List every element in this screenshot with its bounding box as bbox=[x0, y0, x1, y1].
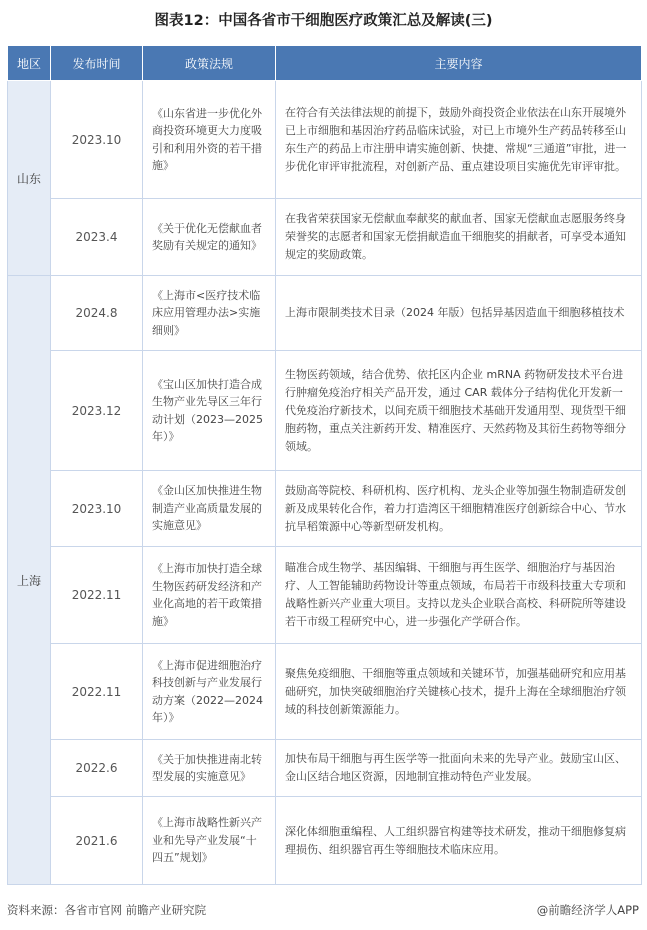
table-row bbox=[8, 797, 642, 885]
content-cell: 在我省荣获国家无偿献血奉献奖的献血者、国家无偿献血志愿服务终身荣誉奖的志愿者和国家无偿捐献造血干细胞奖的捐献者，可享受本通知规定的奖励政策。 bbox=[276, 199, 642, 276]
table-row bbox=[8, 81, 642, 199]
header-policy: 政策法规 bbox=[143, 46, 276, 81]
date-cell: 2023.12 bbox=[51, 351, 143, 471]
policy-cell: 《金山区加快推进生物制造产业高质量发展的实施意见》 bbox=[143, 471, 276, 547]
date-cell: 2023.10 bbox=[51, 471, 143, 547]
header-content: 主要内容 bbox=[276, 46, 642, 81]
header-date: 发布时间 bbox=[51, 46, 143, 81]
policy-cell: 《上海市<医疗技术临床应用管理办法>实施细则》 bbox=[143, 276, 276, 351]
brand-credit: @前瞻经济学人APP bbox=[536, 903, 639, 917]
date-cell: 2022.6 bbox=[51, 740, 143, 797]
policy-table bbox=[7, 45, 642, 885]
content-cell: 鼓励高等院校、科研机构、医疗机构、龙头企业等加强生物制造研发创新及成果转化合作，着力打造湾区干细胞精准医疗创新综合中心、节水抗旱稻策源中心等新型研发机构。 bbox=[276, 471, 642, 547]
content-cell: 生物医药领域，结合优势、依托区内企业 mRNA 药物研发技术平台进行肿瘤免疫治疗相关产品开发，通过 CAR 载体分子结构优化开发新一代免疫治疗新技术，以间充质干细胞技术基础开发通用型、现货型干细胞药物，重点关注新药开发、精准医疗、天然药物及其衍生药物等细分领域。 bbox=[276, 351, 642, 471]
table-row bbox=[8, 740, 642, 797]
content-cell: 上海市限制类技术目录（2024 年版）包括异基因造血干细胞移植技术 bbox=[276, 276, 642, 351]
policy-cell: 《宝山区加快打造合成生物产业先导区三年行动计划（2023—2025年）》 bbox=[143, 351, 276, 471]
source-note: 资料来源：各省市官网 前瞻产业研究院 bbox=[7, 903, 207, 917]
policy-cell: 《上海市战略性新兴产业和先导产业发展“十四五”规划》 bbox=[143, 797, 276, 885]
table-row bbox=[8, 351, 642, 471]
chart-title: 图表12：中国各省市干细胞医疗政策汇总及解读(三) bbox=[154, 13, 493, 29]
policy-cell: 《上海市促进细胞治疗科技创新与产业发展行动方案（2022—2024年）》 bbox=[143, 644, 276, 740]
date-cell: 2022.11 bbox=[51, 547, 143, 644]
date-cell: 2022.11 bbox=[51, 644, 143, 740]
policy-cell: 《关于优化无偿献血者奖励有关规定的通知》 bbox=[143, 199, 276, 276]
content-cell: 聚焦免疫细胞、干细胞等重点领域和关键环节，加强基础研究和应用基础研究，加快突破细胞治疗关键核心技术，提升上海在全球细胞治疗领域的科技创新策源能力。 bbox=[276, 644, 642, 740]
content-cell: 在符合有关法律法规的前提下，鼓励外商投资企业依法在山东开展境外已上市细胞和基因治疗药品临床试验，对已上市境外生产药品转移至山东生产的药品上市注册申请实施创新、快捷、常规“三通道”审批，进一步优化审评审批流程，对创新产品、重点建设项目实施优先审评审批。 bbox=[276, 81, 642, 199]
header-region: 地区 bbox=[8, 46, 51, 81]
date-cell: 2024.8 bbox=[51, 276, 143, 351]
policy-cell: 《关于加快推进南北转型发展的实施意见》 bbox=[143, 740, 276, 797]
table-row bbox=[8, 547, 642, 644]
date-cell: 2021.6 bbox=[51, 797, 143, 885]
region-cell: 山东 bbox=[8, 81, 51, 276]
table-row bbox=[8, 471, 642, 547]
date-cell: 2023.10 bbox=[51, 81, 143, 199]
content-cell: 深化体细胞重编程、人工组织器官构建等技术研发，推动干细胞修复病理损伤、组织器官再生等细胞技术临床应用。 bbox=[276, 797, 642, 885]
table-header-row bbox=[8, 46, 642, 81]
content-cell: 瞄准合成生物学、基因编辑、干细胞与再生医学、细胞治疗与基因治疗、人工智能辅助药物设计等重点领域，布局若干市级科技重大专项和战略性新兴产业重大项目。支持以龙头企业联合高校、科研院所等建设若干市级工程研究中心，进一步强化产学研合作。 bbox=[276, 547, 642, 644]
date-cell: 2023.4 bbox=[51, 199, 143, 276]
table-row bbox=[8, 276, 642, 351]
policy-cell: 《上海市加快打造全球生物医药研发经济和产业化高地的若干政策措施》 bbox=[143, 547, 276, 644]
table-row bbox=[8, 199, 642, 276]
content-cell: 加快布局干细胞与再生医学等一批面向未来的先导产业。鼓励宝山区、金山区结合地区资源，因地制宜推动特色产业发展。 bbox=[276, 740, 642, 797]
table-row bbox=[8, 644, 642, 740]
policy-cell: 《山东省进一步优化外商投资环境更大力度吸引和利用外资的若干措施》 bbox=[143, 81, 276, 199]
region-cell: 上海 bbox=[8, 276, 51, 885]
